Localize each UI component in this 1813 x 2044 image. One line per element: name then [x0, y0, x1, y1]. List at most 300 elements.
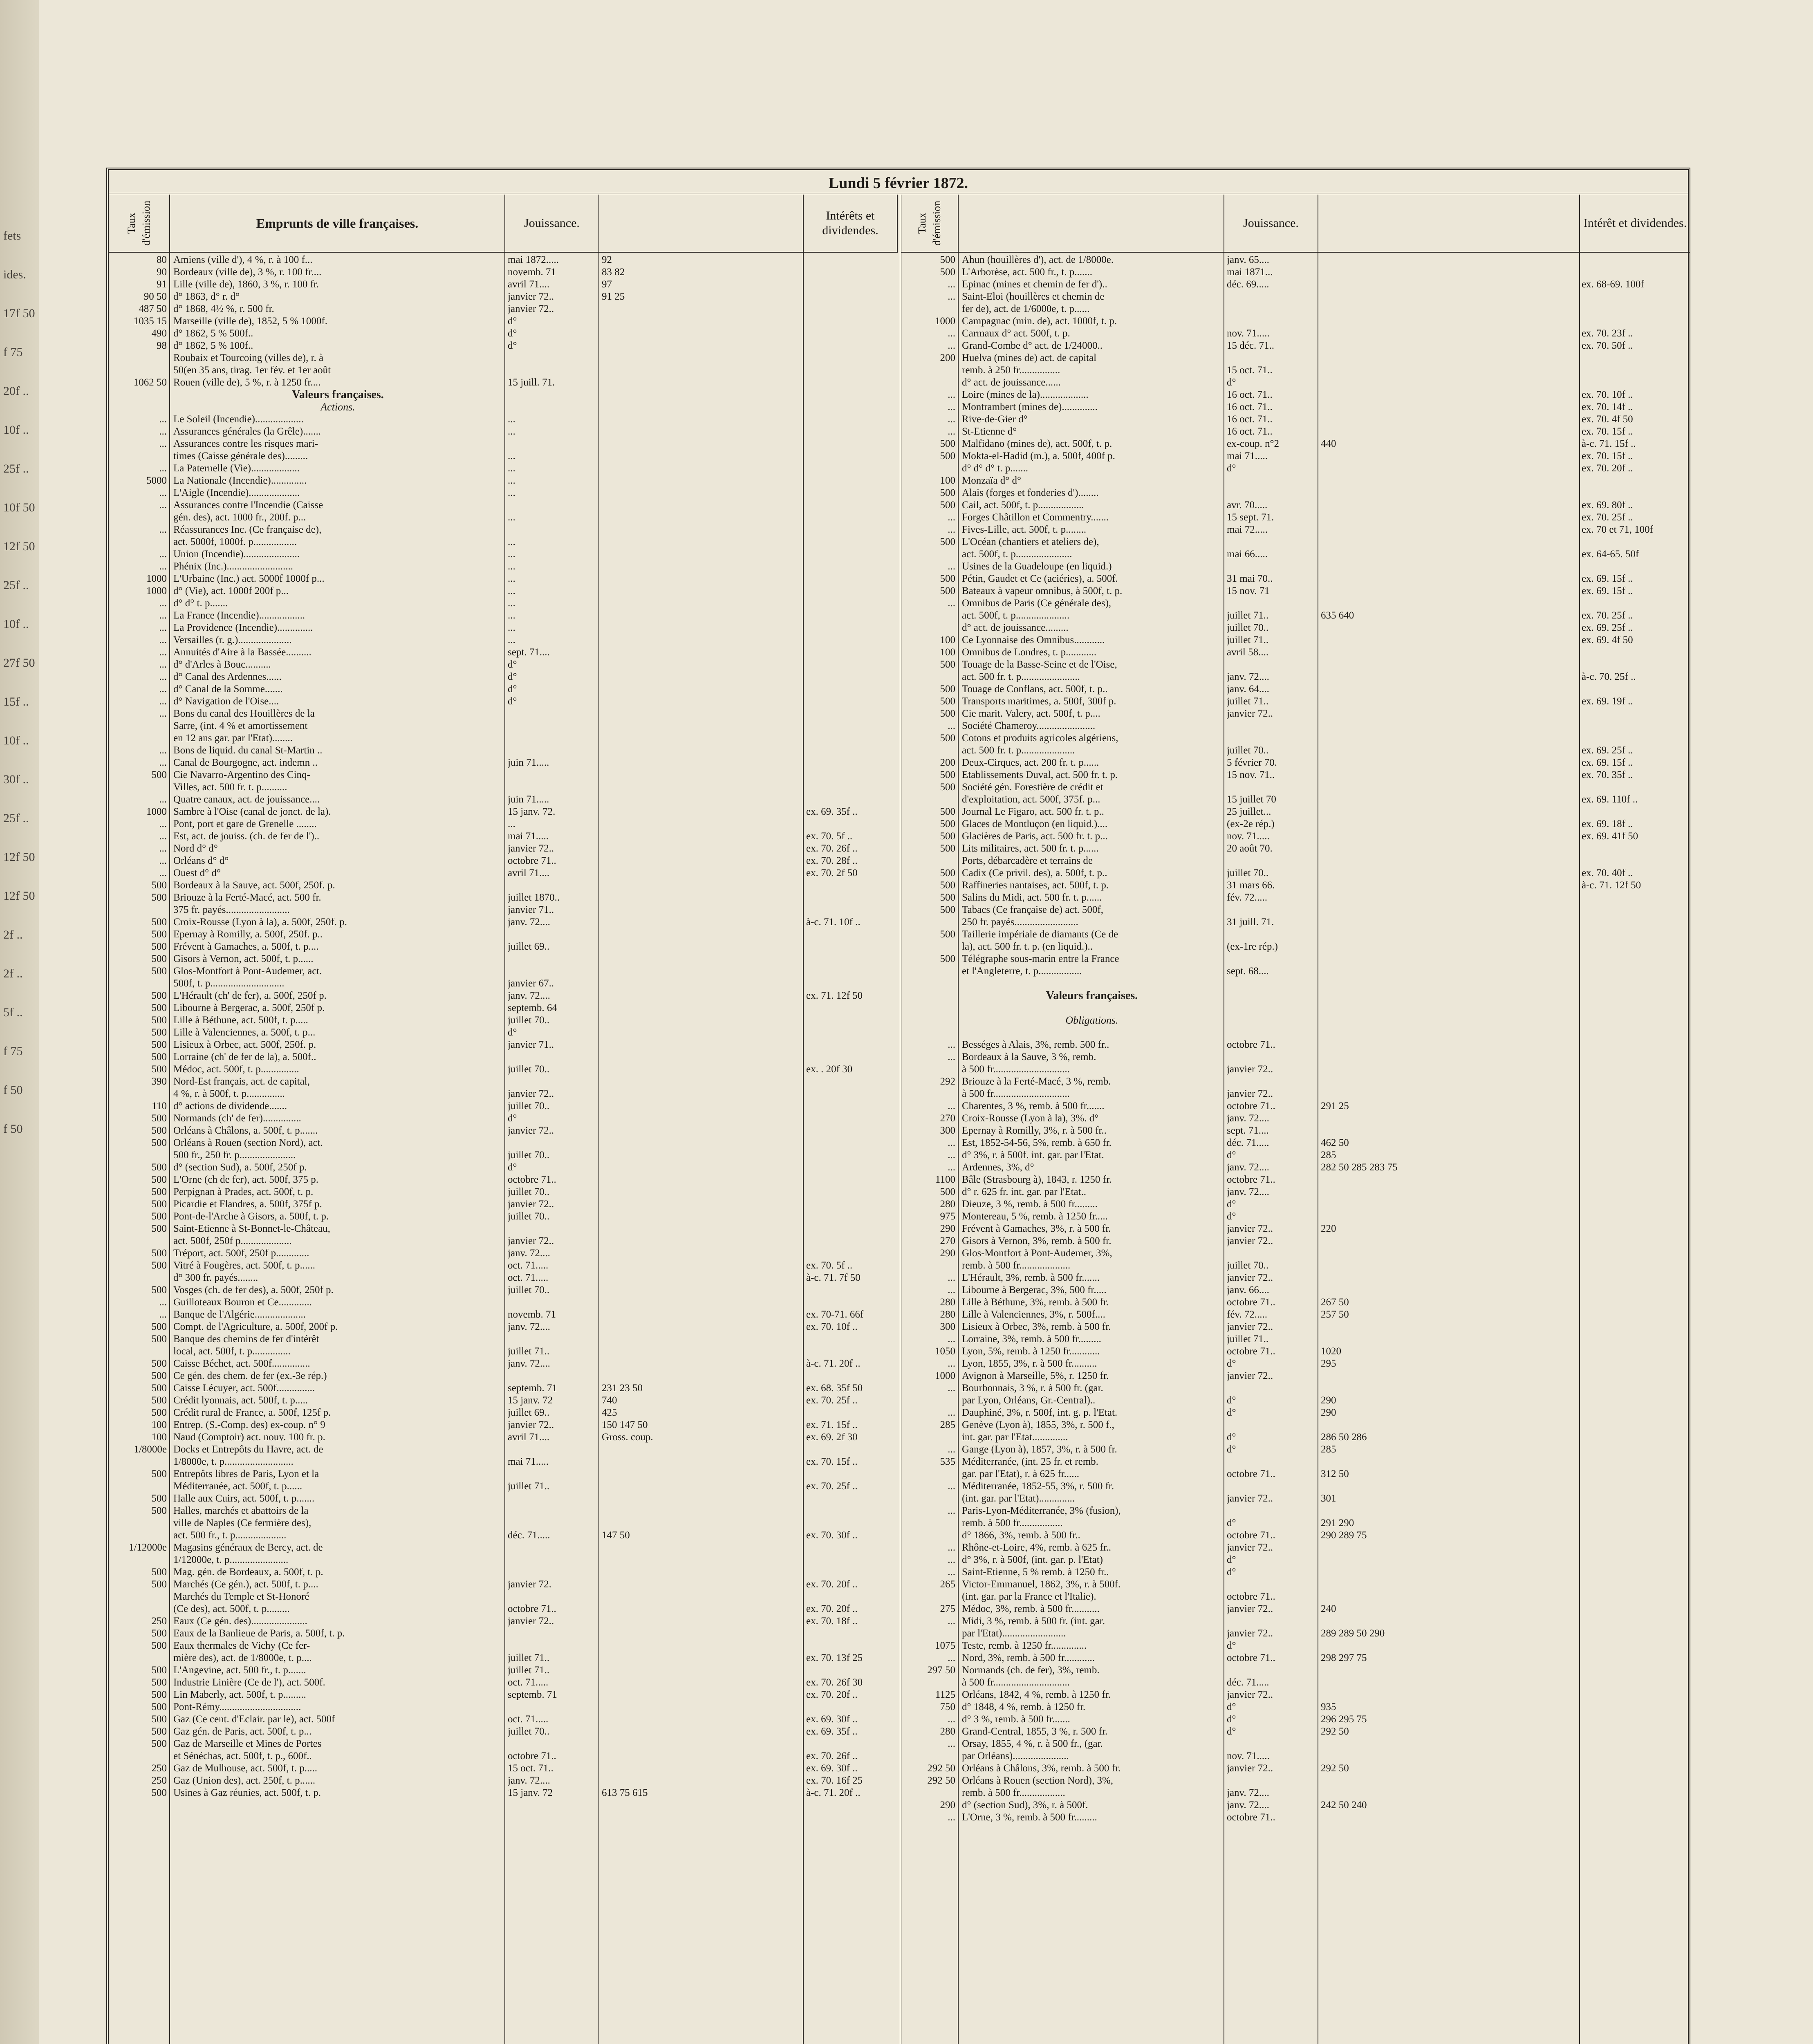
- table-row: [109, 1296, 898, 1309]
- table-row: [901, 1198, 1690, 1210]
- table-row: [901, 953, 1690, 965]
- table-row: [109, 1615, 898, 1627]
- cours-cell: 257 50: [1321, 1309, 1349, 1320]
- taux-cell: 290: [940, 1248, 955, 1259]
- table-row: [901, 634, 1690, 646]
- cours-cell: 282 50 285 283 75: [1321, 1162, 1398, 1173]
- taux-cell: ...: [159, 745, 167, 756]
- jouissance-cell: d°: [508, 671, 517, 682]
- dividend-cell: ex. 69. 4f 50: [1582, 634, 1633, 645]
- table-row: [901, 1750, 1690, 1762]
- jouissance-cell: fév. 72.....: [1227, 1309, 1268, 1320]
- table-row: [901, 806, 1690, 818]
- table-row: [109, 1493, 898, 1505]
- taux-cell: 300: [940, 1125, 955, 1136]
- gutter-fragment: 2f ..: [3, 928, 23, 941]
- taux-cell: ...: [948, 1407, 955, 1418]
- security-name: d° r. 625 fr. int. gar. par l'Etat..: [962, 1186, 1087, 1197]
- jouissance-cell: juillet 71..: [508, 1652, 550, 1663]
- gutter-fragment: 15f ..: [3, 695, 29, 708]
- gutter-fragment: 12f 50: [3, 540, 35, 553]
- taux-cell: 200: [940, 757, 955, 768]
- taux-cell: ...: [948, 1100, 955, 1112]
- dividend-cell: ex. 70. 26f ..: [806, 1750, 858, 1762]
- cours-cell: 296 295 75: [1321, 1714, 1367, 1725]
- jouissance-cell: octobre 71..: [1227, 1297, 1275, 1308]
- jouissance-cell: ...: [508, 818, 515, 829]
- table-row: [901, 977, 1690, 990]
- security-name: Sarre, (int. 4 % et amortissement: [173, 720, 308, 731]
- security-name: (int. gar. par la France et l'Italie).: [962, 1591, 1096, 1602]
- jouissance-cell: juin 71.....: [508, 757, 549, 768]
- table-row: [901, 1321, 1690, 1333]
- dividend-cell: à-c. 71. 20f ..: [806, 1787, 861, 1798]
- taux-cell: 1/12000e: [128, 1542, 167, 1553]
- taux-cell: 500: [151, 880, 167, 891]
- jouissance-cell: janvier 72..: [1227, 1272, 1273, 1283]
- cours-cell: 289 289 50 290: [1321, 1628, 1385, 1639]
- security-name: Gisors à Vernon, act. 500f, t. p......: [173, 953, 314, 964]
- security-name: Lorraine, 3%, remb. à 500 fr.........: [962, 1334, 1101, 1345]
- table-row: [109, 781, 898, 793]
- taux-cell: 285: [940, 1419, 955, 1430]
- jouissance-cell: juillet 70..: [508, 1100, 550, 1112]
- table-row: [901, 1431, 1690, 1443]
- security-name: Loire (mines de la)...................: [962, 389, 1089, 400]
- security-name: Lyon, 5%, remb. à 1250 fr............: [962, 1346, 1100, 1357]
- cours-cell: 1020: [1321, 1346, 1341, 1357]
- security-name: 1/8000e, t. p...........................: [173, 1456, 294, 1467]
- table-row: [901, 1125, 1690, 1137]
- table-row: [901, 708, 1690, 720]
- jouissance-cell: d°: [1227, 1211, 1236, 1222]
- taux-cell: 500: [940, 696, 955, 707]
- jouissance-cell: ...: [508, 450, 515, 462]
- taux-cell: 500: [151, 1051, 167, 1062]
- table-row: [901, 781, 1690, 793]
- taux-cell: 500: [940, 438, 955, 449]
- table-row: [901, 585, 1690, 597]
- table-row: [109, 548, 898, 560]
- table-row: [109, 1088, 898, 1100]
- security-name: Usines de la Guadeloupe (en liquid.): [962, 561, 1112, 572]
- taux-cell: ...: [948, 1554, 955, 1565]
- jouissance-cell: avr. 70.....: [1227, 500, 1268, 511]
- security-name: Télégraphe sous-marin entre la France: [962, 953, 1119, 964]
- dividend-cell: ex. 70. 28f ..: [806, 855, 858, 866]
- security-name: d° Canal des Ardennes......: [173, 671, 282, 682]
- table-row: [109, 1750, 898, 1762]
- taux-cell: ...: [948, 561, 955, 572]
- cours-cell: 301: [1321, 1493, 1336, 1504]
- interets-header: Intérêts et dividendes.: [804, 195, 898, 252]
- taux-cell: ...: [948, 598, 955, 609]
- security-name: Gaz (Ce cent. d'Eclair. par le), act. 500f: [173, 1714, 335, 1725]
- security-name: Orléans, 1842, 4 %, remb. à 1250 fr.: [962, 1689, 1111, 1700]
- jouissance-cell: janv. 72....: [1227, 671, 1269, 682]
- table-row: [109, 377, 898, 389]
- taux-cell: ...: [159, 610, 167, 621]
- jouissance-cell: déc. 71.....: [1227, 1137, 1269, 1148]
- dividend-cell: à-c. 71. 12f 50: [1582, 880, 1641, 891]
- table-row: [901, 487, 1690, 499]
- jouissance-cell: oct. 71.....: [508, 1677, 549, 1688]
- cours-cell: 462 50: [1321, 1137, 1349, 1148]
- cours-cell: 286 50 286: [1321, 1432, 1367, 1443]
- dividend-cell: ex. 70. 20f ..: [806, 1603, 858, 1614]
- table-row: [109, 928, 898, 941]
- jouissance-cell: ...: [508, 536, 515, 547]
- jouissance-cell: d°: [1227, 1358, 1236, 1369]
- security-name: Nord d° d°: [173, 843, 218, 854]
- left-table: [109, 195, 898, 2044]
- taux-cell: ...: [948, 401, 955, 412]
- taux-cell: ...: [159, 647, 167, 658]
- security-name: d° 1862, 5 % 500f..: [173, 328, 253, 339]
- security-name: act. 500 fr. t. p.....................: [962, 745, 1075, 756]
- security-name: Annuités d'Aire à la Bassée..........: [173, 647, 312, 658]
- security-name: Saint-Etienne à St-Bonnet-le-Château,: [173, 1223, 330, 1234]
- gutter-fragment: f 75: [3, 345, 23, 359]
- jouissance-cell: octobre 71..: [1227, 1039, 1275, 1050]
- taux-cell: 500: [151, 892, 167, 903]
- taux-cell: 500: [940, 953, 955, 964]
- jouissance-cell: 15 janv. 72.: [508, 806, 556, 817]
- taux-cell: 1100: [935, 1174, 955, 1185]
- table-row: [109, 524, 898, 536]
- dividend-cell: ex. 70. 25f ..: [1582, 610, 1633, 621]
- taux-cell: 975: [940, 1211, 955, 1222]
- taux-cell: 500: [940, 450, 955, 462]
- jouissance-cell: d°: [1227, 1726, 1236, 1737]
- security-name: Lits militaires, act. 500 fr. t. p......: [962, 843, 1099, 854]
- table-row: [901, 744, 1690, 757]
- jouissance-cell: juillet 70..: [508, 1186, 550, 1197]
- jouissance-cell: ...: [508, 463, 515, 474]
- security-name: Omnibus de Paris (Ce générale des),: [962, 598, 1112, 609]
- table-row: [901, 340, 1690, 352]
- jouissance-cell: 15 sept. 71.: [1227, 512, 1274, 523]
- table-row: [901, 867, 1690, 879]
- table-row: [109, 744, 898, 757]
- taux-cell: 500: [151, 1284, 167, 1295]
- cours-cell: 267 50: [1321, 1297, 1349, 1308]
- table-row: [901, 1689, 1690, 1701]
- jouissance-cell: janvier 72..: [508, 1125, 554, 1136]
- dividend-cell: ex. 68. 35f 50: [806, 1383, 863, 1394]
- jouissance-cell: octobre 71..: [1227, 1468, 1275, 1479]
- security-name: Pont, port et gare de Grenelle ........: [173, 818, 317, 829]
- security-name: d° act. de jouissance.........: [962, 622, 1069, 633]
- taux-cell: 1075: [935, 1640, 955, 1651]
- taux-cell: ...: [948, 1150, 955, 1161]
- security-name: Avignon à Marseille, 5%, r. 1250 fr.: [962, 1370, 1109, 1381]
- table-row: [109, 462, 898, 475]
- security-name: Le Soleil (Incendie)...................: [173, 414, 304, 425]
- table-row: [901, 1370, 1690, 1382]
- jouissance-cell: octobre 71..: [508, 1750, 556, 1762]
- security-name: Fives-Lille, act. 500f, t. p........: [962, 524, 1087, 535]
- table-row: [901, 536, 1690, 548]
- jouissance-cell: octobre 71..: [1227, 1530, 1275, 1541]
- taux-cell: 500: [151, 929, 167, 940]
- right-table-header: [901, 195, 1690, 253]
- security-name: Epernay à Romilly, a. 500f, 250f. p..: [173, 929, 323, 940]
- section-heading: Valeurs françaises.: [292, 388, 384, 401]
- security-name: L'Arborèse, act. 500 fr., t. p.......: [962, 267, 1093, 278]
- gutter-fragment: 10f ..: [3, 617, 29, 631]
- table-row: [901, 732, 1690, 744]
- table-row: [901, 1701, 1690, 1713]
- dividend-cell: ex. 70. 26f ..: [806, 843, 858, 854]
- table-row: [901, 1468, 1690, 1480]
- table-row: [109, 953, 898, 965]
- jouissance-cell: 25 juillet...: [1227, 806, 1271, 817]
- jouissance-cell: déc. 71.....: [508, 1530, 550, 1541]
- taux-cell: 500: [940, 843, 955, 854]
- security-name: Epinac (mines et chemin de fer d')..: [962, 279, 1107, 290]
- jouissance-cell: d°: [508, 696, 517, 707]
- security-name: Lorraine (ch' de fer de la), a. 500f..: [173, 1051, 316, 1062]
- jouissance-cell: (ex-2e rép.): [1227, 818, 1275, 829]
- security-name: Eaux (Ce gén. des)......................: [173, 1616, 307, 1627]
- taux-cell: ...: [159, 867, 167, 879]
- jouissance-cell: avril 71....: [508, 279, 550, 290]
- cours-cell: 298 297 75: [1321, 1652, 1367, 1663]
- table-row: [109, 585, 898, 597]
- security-name: Bordeaux à la Sauve, act. 500f, 250f. p.: [173, 880, 335, 891]
- taux-cell: 500: [940, 573, 955, 584]
- security-name: Briouze à la Ferté-Macé, act. 500 fr.: [173, 892, 321, 903]
- security-name: Méditerranée, 1852-55, 3%, r. 500 fr.: [962, 1481, 1114, 1492]
- jouissance-cell: janvier 72..: [1227, 1321, 1273, 1332]
- security-name: Libourne à Bergerac, 3%, 500 fr.....: [962, 1284, 1107, 1295]
- security-name: Usines à Gaz réunies, act. 500f, t. p.: [173, 1787, 321, 1798]
- taux-cell: 500: [940, 867, 955, 879]
- security-name: Canal de Bourgogne, act. indemn ..: [173, 757, 318, 768]
- table-row: [109, 511, 898, 524]
- table-row: [109, 720, 898, 732]
- table-row: [109, 291, 898, 303]
- table-row: [901, 1407, 1690, 1419]
- security-name: Caisse Béchet, act. 500f...............: [173, 1358, 310, 1369]
- security-name: Picardie et Flandres, a. 500f, 375f p.: [173, 1199, 322, 1210]
- dividend-cell: à-c. 71. 10f ..: [806, 917, 861, 928]
- table-row: [109, 671, 898, 683]
- taux-cell: 290: [940, 1800, 955, 1811]
- security-name: La Paternelle (Vie)...................: [173, 463, 300, 474]
- taux-cell: 270: [940, 1235, 955, 1246]
- security-name: Lille à Béthune, 3%, remb. à 500 fr.: [962, 1297, 1109, 1308]
- gutter-fragment: 30f ..: [3, 773, 29, 786]
- taux-cell: 100: [151, 1419, 167, 1430]
- jouissance-cell: janv. 72....: [1227, 1800, 1269, 1811]
- security-name: gar. par l'Etat), r. à 625 fr......: [962, 1468, 1080, 1479]
- table-row: [901, 1247, 1690, 1260]
- table-row: [901, 892, 1690, 904]
- cours-cell: 150 147 50: [602, 1419, 648, 1430]
- taux-cell: 500: [940, 831, 955, 842]
- cours-cell: 290 289 75: [1321, 1530, 1367, 1541]
- table-row: [901, 1480, 1690, 1493]
- jouissance-cell: nov. 71.....: [1227, 1750, 1270, 1762]
- gutter-fragment: 25f ..: [3, 578, 29, 592]
- taux-cell: 500: [151, 1223, 167, 1234]
- table-row: [901, 1014, 1690, 1026]
- security-name: Pont-Rémy................................: [173, 1701, 301, 1712]
- table-row: [109, 266, 898, 278]
- table-row: [109, 450, 898, 462]
- table-row: [109, 830, 898, 843]
- table-row: [901, 1026, 1690, 1039]
- table-row: [901, 254, 1690, 266]
- cours-header: [1318, 195, 1580, 252]
- table-row: [901, 1051, 1690, 1063]
- table-row: [901, 475, 1690, 487]
- table-row: [901, 830, 1690, 843]
- table-row: [109, 1333, 898, 1345]
- jouissance-cell: fév. 72.....: [1227, 892, 1268, 903]
- taux-cell: 500: [940, 1186, 955, 1197]
- jouissance-cell: ...: [508, 610, 515, 621]
- section-header: Emprunts de ville françaises.: [170, 195, 505, 252]
- table-row: [109, 1407, 898, 1419]
- jouissance-cell: janvier 72..: [508, 1419, 554, 1430]
- security-name: Gaz de Mulhouse, act. 500f, t. p.....: [173, 1763, 318, 1774]
- taux-cell: 500: [151, 1665, 167, 1676]
- security-name: la), act. 500 fr. t. p. (en liquid.)..: [962, 941, 1093, 952]
- table-row: [901, 401, 1690, 413]
- taux-cell: ...: [159, 843, 167, 854]
- security-name: Réassurances Inc. (Ce française de),: [173, 524, 322, 535]
- table-row: [901, 1149, 1690, 1161]
- taux-cell: ...: [159, 487, 167, 498]
- table-row: [109, 659, 898, 671]
- security-name: Lille (ville de), 1860, 3 %, r. 100 fr.: [173, 279, 319, 290]
- dividend-cell: ex. 70. 40f ..: [1582, 867, 1633, 879]
- table-row: [901, 1100, 1690, 1112]
- table-row: [901, 1640, 1690, 1652]
- security-name: (int. gar. par l'Etat)..............: [962, 1493, 1075, 1504]
- security-name: Guilloteaux Bouron et Ce.............: [173, 1297, 312, 1308]
- taux-cell: ...: [948, 426, 955, 437]
- table-row: [901, 610, 1690, 622]
- security-name: et Sénéchas, act. 500f, t. p., 600f..: [173, 1750, 312, 1762]
- taux-cell: 500: [151, 1199, 167, 1210]
- security-name: L'Hérault, 3%, remb. à 500 fr.......: [962, 1272, 1100, 1283]
- security-name: Gaz gén. de Paris, act. 500f, t. p...: [173, 1726, 312, 1737]
- dividend-cell: ex. 70. 35f ..: [1582, 769, 1633, 780]
- jouissance-cell: janvier 72..: [1227, 1603, 1273, 1614]
- security-name: Ardennes, 3%, d°: [962, 1162, 1034, 1173]
- table-row: [901, 818, 1690, 830]
- table-row: [109, 1260, 898, 1272]
- security-name: remb. à 500 fr....................: [962, 1260, 1071, 1271]
- dividend-cell: ex. . 20f 30: [806, 1064, 853, 1075]
- table-row: [109, 1640, 898, 1652]
- taux-cell: 500: [151, 1787, 167, 1798]
- jouissance-cell: janvier 72..: [508, 1616, 554, 1627]
- jouissance-cell: ...: [508, 622, 515, 633]
- security-name: Est, act. de jouiss. (ch. de fer de l')..: [173, 831, 320, 842]
- jouissance-cell: octobre 71..: [508, 1174, 556, 1185]
- left-table-header: [109, 195, 898, 253]
- jouissance-cell: janv. 72....: [1227, 1162, 1269, 1173]
- taux-cell: 90 50: [143, 291, 167, 302]
- table-row: [901, 1419, 1690, 1431]
- taux-cell: 500: [151, 1248, 167, 1259]
- jouissance-cell: 16 oct. 71..: [1227, 389, 1273, 400]
- taux-cell: 500: [151, 1321, 167, 1332]
- table-row: [109, 708, 898, 720]
- jouissance-cell: 15 nov. 71: [1227, 585, 1270, 596]
- table-row: [109, 1542, 898, 1554]
- security-name: Rouen (ville de), 5 %, r. à 1250 fr....: [173, 377, 321, 388]
- cours-cell: 290: [1321, 1407, 1336, 1418]
- jouissance-cell: octobre 71..: [1227, 1652, 1275, 1663]
- taux-cell: 1125: [935, 1689, 955, 1700]
- cours-header: [599, 195, 804, 252]
- table-row: [901, 1505, 1690, 1517]
- dividend-cell: ex. 69. 25f ..: [1582, 745, 1633, 756]
- table-row: [901, 1076, 1690, 1088]
- cours-cell: 635 640: [1321, 610, 1354, 621]
- gutter-fragment: 25f ..: [3, 811, 29, 825]
- table-row: [109, 732, 898, 744]
- table-row: [901, 1333, 1690, 1345]
- taux-cell: ...: [159, 549, 167, 560]
- table-row: [109, 1137, 898, 1149]
- table-row: [109, 1627, 898, 1640]
- taux-cell: ...: [948, 524, 955, 535]
- table-row: [109, 499, 898, 511]
- security-name: remb. à 500 fr..................: [962, 1787, 1065, 1798]
- taux-cell: 500: [940, 806, 955, 817]
- table-row: [901, 1566, 1690, 1578]
- table-row: [109, 340, 898, 352]
- taux-cell: 265: [940, 1579, 955, 1590]
- interets-header: Intérêt et dividendes.: [1583, 216, 1687, 230]
- jouissance-cell: 31 juill. 71.: [1227, 917, 1274, 928]
- table-row: [901, 1358, 1690, 1370]
- taux-cell: ...: [948, 1162, 955, 1173]
- cours-cell: 292 50: [1321, 1726, 1349, 1737]
- taux-cell: 270: [940, 1113, 955, 1124]
- security-name: Assurances contre les risques mari-: [173, 438, 318, 449]
- jouissance-cell: janv. 64....: [1227, 684, 1269, 695]
- right-rows: [901, 254, 1690, 1824]
- table-row: [109, 793, 898, 806]
- security-name: Briouze à la Ferté-Macé, 3 %, remb.: [962, 1076, 1111, 1087]
- jouissance-cell: janv. 72....: [508, 1775, 550, 1786]
- table-row: [901, 462, 1690, 475]
- jouissance-cell: oct. 71.....: [508, 1260, 549, 1271]
- security-name: 50(en 35 ans, tirag. 1er fév. et 1er août: [173, 365, 331, 376]
- taux-cell: ...: [159, 634, 167, 645]
- jouissance-cell: 16 oct. 71..: [1227, 401, 1273, 412]
- security-name: Mokta-el-Hadid (m.), a. 500f, 400f p.: [962, 450, 1115, 462]
- security-name: 1/12000e, t. p.......................: [173, 1554, 289, 1565]
- security-name: Assurances contre l'Incendie (Caisse: [173, 500, 323, 511]
- dividend-cell: à-c. 71. 15f ..: [1582, 438, 1636, 449]
- jouissance-header: Jouissance.: [505, 195, 599, 252]
- taux-cell: 500: [151, 1628, 167, 1639]
- table-row: [901, 1542, 1690, 1554]
- table-row: [109, 352, 898, 364]
- dividend-cell: à-c. 71. 20f ..: [806, 1358, 861, 1369]
- jouissance-cell: juillet 70..: [1227, 1260, 1269, 1271]
- table-row: [901, 1260, 1690, 1272]
